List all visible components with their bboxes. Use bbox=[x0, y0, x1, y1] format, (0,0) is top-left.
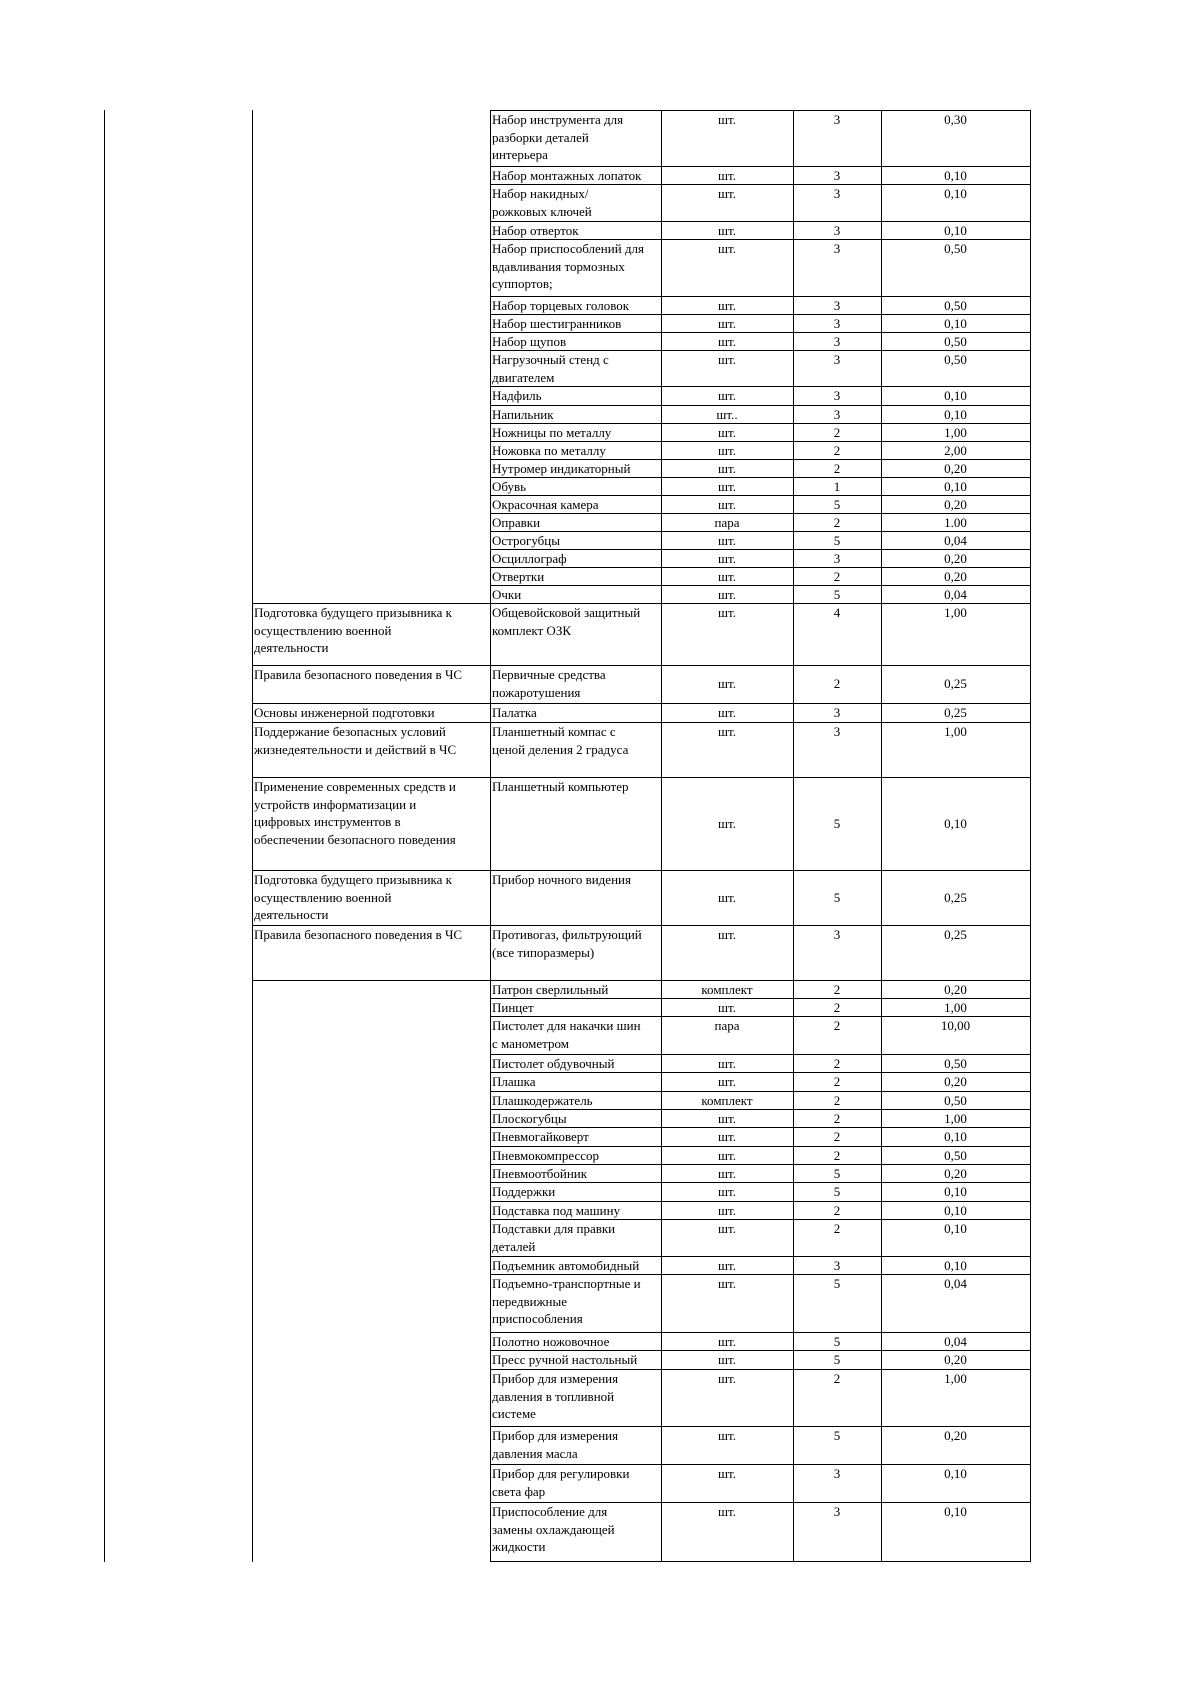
quantity-cell: 1 bbox=[833, 479, 841, 494]
quantity-cell: 3 bbox=[833, 388, 841, 403]
item-name-cell: Набор накидных/ рожковых ключей bbox=[492, 186, 592, 219]
unit-cell: шт. bbox=[718, 1258, 736, 1273]
unit-cell: комплект bbox=[701, 1093, 753, 1108]
item-name-cell: Пневмоотбойник bbox=[492, 1166, 588, 1181]
norm-cell: 10,00 bbox=[940, 1018, 971, 1033]
norm-cell: 0,50 bbox=[944, 1148, 967, 1163]
quantity-cell: 2 bbox=[833, 1018, 841, 1033]
topic-divider bbox=[252, 980, 491, 981]
unit-cell: шт. bbox=[718, 815, 736, 831]
norm-cell: 0,10 bbox=[944, 1129, 967, 1144]
item-name-cell: Набор щупов bbox=[492, 334, 567, 349]
quantity-cell: 2 bbox=[833, 443, 841, 458]
item-name-cell: Острогубцы bbox=[492, 533, 560, 548]
item-name-cell: Отвертки bbox=[492, 569, 545, 584]
item-name-cell: Подставки для правки деталей bbox=[492, 1221, 616, 1254]
outer-left-border bbox=[104, 110, 105, 1562]
topic-cell: Подготовка будущего призывника к осуществлению военной деятельности bbox=[254, 605, 452, 655]
norm-cell: 2,00 bbox=[944, 443, 967, 458]
quantity-cell: 2 bbox=[833, 1203, 841, 1218]
unit-cell: шт. bbox=[718, 1504, 736, 1519]
item-name-cell: Прибор для измерения давления масла bbox=[492, 1428, 619, 1461]
norm-cell: 0,10 bbox=[944, 1258, 967, 1273]
norm-cell: 0,10 bbox=[944, 1221, 967, 1236]
item-name-cell: Набор торцевых головок bbox=[492, 298, 630, 313]
item-name-cell: Очки bbox=[492, 587, 522, 602]
unit-cell: шт. bbox=[718, 569, 736, 584]
item-name-cell: Первичные средства пожаротушения bbox=[492, 667, 606, 700]
norm-cell: 1,00 bbox=[944, 1371, 967, 1386]
quantity-cell: 3 bbox=[833, 168, 841, 183]
quantity-cell: 3 bbox=[833, 705, 841, 720]
norm-cell: 0,04 bbox=[944, 533, 967, 548]
quantity-cell: 3 bbox=[833, 1504, 841, 1519]
norm-cell: 0,20 bbox=[944, 461, 967, 476]
unit-cell: пара bbox=[714, 1018, 740, 1033]
quantity-cell: 2 bbox=[833, 1129, 841, 1144]
item-name-cell: Пинцет bbox=[492, 1000, 534, 1015]
item-name-cell: Подставка под машину bbox=[492, 1203, 621, 1218]
quantity-cell: 5 bbox=[833, 533, 841, 548]
norm-cell: 0,25 bbox=[944, 889, 967, 905]
item-name-cell: Общевойсковой защитный комплект ОЗК bbox=[492, 605, 641, 638]
item-name-cell: Набор инструмента для разборки деталей интерьера bbox=[492, 112, 624, 162]
item-name-cell: Подъемник автомобидный bbox=[492, 1258, 640, 1273]
norm-column-left-border bbox=[881, 110, 882, 1562]
item-name-cell: Планшетный компьютер bbox=[492, 779, 629, 794]
norm-cell: 1,00 bbox=[944, 1000, 967, 1015]
item-name-cell: Надфиль bbox=[492, 388, 542, 403]
quantity-cell: 3 bbox=[833, 316, 841, 331]
item-name-cell: Планшетный компас с ценой деления 2 градуса bbox=[492, 724, 629, 757]
norm-cell: 1,00 bbox=[944, 605, 967, 620]
norm-cell: 0,10 bbox=[944, 1184, 967, 1199]
norm-cell: 0,20 bbox=[944, 1428, 967, 1443]
norm-cell: 0,10 bbox=[944, 168, 967, 183]
unit-cell: шт. bbox=[718, 186, 736, 201]
quantity-cell: 5 bbox=[833, 1352, 841, 1367]
unit-cell: шт. bbox=[718, 1352, 736, 1367]
norm-cell: 0,25 bbox=[944, 705, 967, 720]
unit-cell: шт. bbox=[718, 168, 736, 183]
item-name-cell: Прибор для измерения давления в топливной системе bbox=[492, 1371, 619, 1421]
norm-cell: 0,10 bbox=[944, 316, 967, 331]
topic-column-left-border bbox=[252, 110, 253, 1562]
item-name-cell: Подъемно-транспортные и передвижные приспособления bbox=[492, 1276, 641, 1326]
unit-cell: шт.. bbox=[716, 407, 738, 422]
norm-cell: 1.00 bbox=[944, 515, 967, 530]
quantity-cell: 3 bbox=[833, 334, 841, 349]
item-name-cell: Нагрузочный стенд с двигателем bbox=[492, 352, 609, 385]
quantity-cell: 5 bbox=[833, 1428, 841, 1443]
norm-cell: 1,00 bbox=[944, 724, 967, 739]
norm-cell: 0,25 bbox=[944, 927, 967, 942]
quantity-cell: 3 bbox=[833, 1466, 841, 1481]
quantity-cell: 3 bbox=[833, 241, 841, 256]
item-name-cell: Противогаз, фильтрующий (все типоразмеры) bbox=[492, 927, 642, 960]
quantity-cell: 3 bbox=[833, 407, 841, 422]
unit-cell: шт. bbox=[718, 1129, 736, 1144]
quantity-cell: 5 bbox=[833, 1276, 841, 1291]
item-name-cell: Патрон сверлильный bbox=[492, 982, 609, 997]
norm-cell: 0,50 bbox=[944, 1056, 967, 1071]
item-name-cell: Набор приспособлений для вдавливания тормозных суппортов; bbox=[492, 241, 645, 291]
unit-cell: шт. bbox=[718, 1056, 736, 1071]
quantity-cell: 5 bbox=[833, 1166, 841, 1181]
norm-cell: 0,20 bbox=[944, 982, 967, 997]
row-divider bbox=[490, 1561, 1031, 1562]
topic-cell: Поддержание безопасных условий жизнедеятельности и действий в ЧС bbox=[254, 724, 457, 757]
item-name-cell: Палатка bbox=[492, 705, 537, 720]
unit-cell: шт. bbox=[718, 1221, 736, 1236]
quantity-cell: 5 bbox=[833, 815, 841, 831]
quantity-cell: 3 bbox=[833, 186, 841, 201]
item-name-cell: Окрасочная камера bbox=[492, 497, 599, 512]
item-name-cell: Нутромер индикаторный bbox=[492, 461, 631, 476]
norm-cell: 0,20 bbox=[944, 497, 967, 512]
norm-cell: 0,20 bbox=[944, 1352, 967, 1367]
unit-cell: шт. bbox=[718, 889, 736, 905]
quantity-cell: 5 bbox=[833, 1184, 841, 1199]
unit-cell: шт. bbox=[718, 551, 736, 566]
unit-cell: комплект bbox=[701, 982, 753, 997]
norm-cell: 1,00 bbox=[944, 425, 967, 440]
quantity-cell: 2 bbox=[833, 425, 841, 440]
quantity-cell: 2 bbox=[833, 1371, 841, 1386]
item-name-cell: Ножовка по металлу bbox=[492, 443, 606, 458]
item-name-cell: Прибор для регулировки света фар bbox=[492, 1466, 630, 1499]
quantity-cell: 2 bbox=[833, 1148, 841, 1163]
topic-cell: Основы инженерной подготовки bbox=[254, 704, 435, 720]
norm-cell: 0,20 bbox=[944, 1074, 967, 1089]
item-name-cell: Приспособление для замены охлаждающей жидкости bbox=[492, 1504, 615, 1554]
table-right-border bbox=[1030, 110, 1031, 1562]
norm-cell: 0,20 bbox=[944, 1166, 967, 1181]
norm-cell: 0,25 bbox=[944, 676, 967, 691]
unit-cell: шт. bbox=[718, 605, 736, 620]
quantity-cell: 2 bbox=[833, 1074, 841, 1089]
quantity-cell: 5 bbox=[833, 1334, 841, 1349]
unit-cell: шт. bbox=[718, 1111, 736, 1126]
quantity-cell: 3 bbox=[833, 551, 841, 566]
item-name-cell: Напильник bbox=[492, 407, 554, 422]
unit-cell: шт. bbox=[718, 298, 736, 313]
item-name-cell: Обувь bbox=[492, 479, 527, 494]
item-name-cell: Оправки bbox=[492, 515, 541, 530]
unit-cell: шт. bbox=[718, 223, 736, 238]
norm-cell: 0,50 bbox=[944, 1093, 967, 1108]
unit-cell: шт. bbox=[718, 352, 736, 367]
item-name-cell: Ножницы по металлу bbox=[492, 425, 612, 440]
quantity-cell: 5 bbox=[833, 587, 841, 602]
unit-cell: шт. bbox=[718, 1203, 736, 1218]
item-name-cell: Пневмокомпрессор bbox=[492, 1148, 599, 1163]
quantity-cell: 2 bbox=[833, 676, 841, 691]
norm-cell: 0,50 bbox=[944, 241, 967, 256]
quantity-cell: 2 bbox=[833, 1000, 841, 1015]
unit-cell: шт. bbox=[718, 1371, 736, 1386]
unit-cell: шт. bbox=[718, 112, 736, 127]
unit-cell: шт. bbox=[718, 676, 736, 691]
topic-cell: Правила безопасного поведения в ЧС bbox=[254, 667, 463, 682]
item-name-cell: Полотно ножовочное bbox=[492, 1334, 610, 1349]
quantity-cell: 3 bbox=[833, 724, 841, 739]
norm-cell: 0,04 bbox=[944, 1334, 967, 1349]
norm-cell: 0,10 bbox=[944, 388, 967, 403]
item-name-cell: Осциллограф bbox=[492, 551, 567, 566]
unit-cell: шт. bbox=[718, 705, 736, 720]
norm-cell: 0,10 bbox=[944, 815, 967, 831]
topic-cell: Применение современных средств и устройств информатизации и цифровых инструментов в обеспечении безопасного поведения bbox=[254, 779, 456, 847]
unit-cell: шт. bbox=[718, 479, 736, 494]
norm-cell: 0,30 bbox=[944, 112, 967, 127]
norm-cell: 1,00 bbox=[944, 1111, 967, 1126]
norm-cell: 0,10 bbox=[944, 1203, 967, 1218]
norm-cell: 0,10 bbox=[944, 479, 967, 494]
norm-cell: 0,10 bbox=[944, 407, 967, 422]
unit-cell: шт. bbox=[718, 1166, 736, 1181]
quantity-cell: 3 bbox=[833, 352, 841, 367]
item-name-cell: Пневмогайковерт bbox=[492, 1129, 589, 1144]
quantity-cell: 2 bbox=[833, 461, 841, 476]
quantity-cell: 2 bbox=[833, 569, 841, 584]
quantity-cell: 2 bbox=[833, 1111, 841, 1126]
item-name-cell: Прибор ночного видения bbox=[492, 872, 631, 887]
quantity-cell: 2 bbox=[833, 982, 841, 997]
unit-cell: шт. bbox=[718, 533, 736, 548]
unit-cell: шт. bbox=[718, 425, 736, 440]
unit-cell: шт. bbox=[718, 1000, 736, 1015]
quantity-cell: 2 bbox=[833, 1056, 841, 1071]
unit-cell: пара bbox=[714, 515, 740, 530]
norm-cell: 0,20 bbox=[944, 551, 967, 566]
unit-cell: шт. bbox=[718, 927, 736, 942]
quantity-cell: 5 bbox=[833, 889, 841, 905]
quantity-cell: 3 bbox=[833, 223, 841, 238]
unit-cell: шт. bbox=[718, 316, 736, 331]
item-column-left-border bbox=[490, 110, 491, 1562]
item-name-cell: Плашкодержатель bbox=[492, 1093, 593, 1108]
item-name-cell: Набор монтажных лопаток bbox=[492, 168, 642, 183]
quantity-cell: 3 bbox=[833, 927, 841, 942]
norm-cell: 0,10 bbox=[944, 223, 967, 238]
unit-cell: шт. bbox=[718, 1074, 736, 1089]
quantity-cell: 5 bbox=[833, 497, 841, 512]
norm-cell: 0,20 bbox=[944, 569, 967, 584]
topic-cell: Подготовка будущего призывника к осуществлению военной деятельности bbox=[254, 872, 452, 922]
unit-cell: шт. bbox=[718, 241, 736, 256]
norm-cell: 0,10 bbox=[944, 1466, 967, 1481]
item-name-cell: Плашка bbox=[492, 1074, 536, 1089]
item-name-cell: Пистолет для накачки шин с манометром bbox=[492, 1018, 641, 1051]
norm-cell: 0,04 bbox=[944, 1276, 967, 1291]
quantity-cell: 2 bbox=[833, 515, 841, 530]
unit-column-left-border bbox=[661, 110, 662, 1562]
unit-cell: шт. bbox=[718, 443, 736, 458]
unit-cell: шт. bbox=[718, 1276, 736, 1291]
unit-cell: шт. bbox=[718, 1148, 736, 1163]
item-name-cell: Плоскогубцы bbox=[492, 1111, 567, 1126]
unit-cell: шт. bbox=[718, 334, 736, 349]
unit-cell: шт. bbox=[718, 724, 736, 739]
quantity-cell: 3 bbox=[833, 298, 841, 313]
unit-cell: шт. bbox=[718, 1184, 736, 1199]
qty-column-left-border bbox=[793, 110, 794, 1562]
quantity-cell: 2 bbox=[833, 1221, 841, 1236]
item-name-cell: Поддержки bbox=[492, 1184, 556, 1199]
topic-cell: Правила безопасного поведения в ЧС bbox=[254, 927, 463, 942]
unit-cell: шт. bbox=[718, 461, 736, 476]
norm-cell: 0,10 bbox=[944, 1504, 967, 1519]
norm-cell: 0,04 bbox=[944, 587, 967, 602]
item-name-cell: Набор отверток bbox=[492, 223, 579, 238]
unit-cell: шт. bbox=[718, 497, 736, 512]
unit-cell: шт. bbox=[718, 1428, 736, 1443]
unit-cell: шт. bbox=[718, 1466, 736, 1481]
norm-cell: 0,50 bbox=[944, 334, 967, 349]
unit-cell: шт. bbox=[718, 1334, 736, 1349]
quantity-cell: 4 bbox=[833, 605, 841, 620]
norm-cell: 0,50 bbox=[944, 352, 967, 367]
quantity-cell: 3 bbox=[833, 1258, 841, 1273]
unit-cell: шт. bbox=[718, 388, 736, 403]
norm-cell: 0,50 bbox=[944, 298, 967, 313]
item-name-cell: Набор шестигранников bbox=[492, 316, 622, 331]
quantity-cell: 3 bbox=[833, 112, 841, 127]
item-name-cell: Пистолет обдувочный bbox=[492, 1056, 615, 1071]
unit-cell: шт. bbox=[718, 587, 736, 602]
norm-cell: 0,10 bbox=[944, 186, 967, 201]
item-name-cell: Пресс ручной настольный bbox=[492, 1352, 638, 1367]
quantity-cell: 2 bbox=[833, 1093, 841, 1108]
